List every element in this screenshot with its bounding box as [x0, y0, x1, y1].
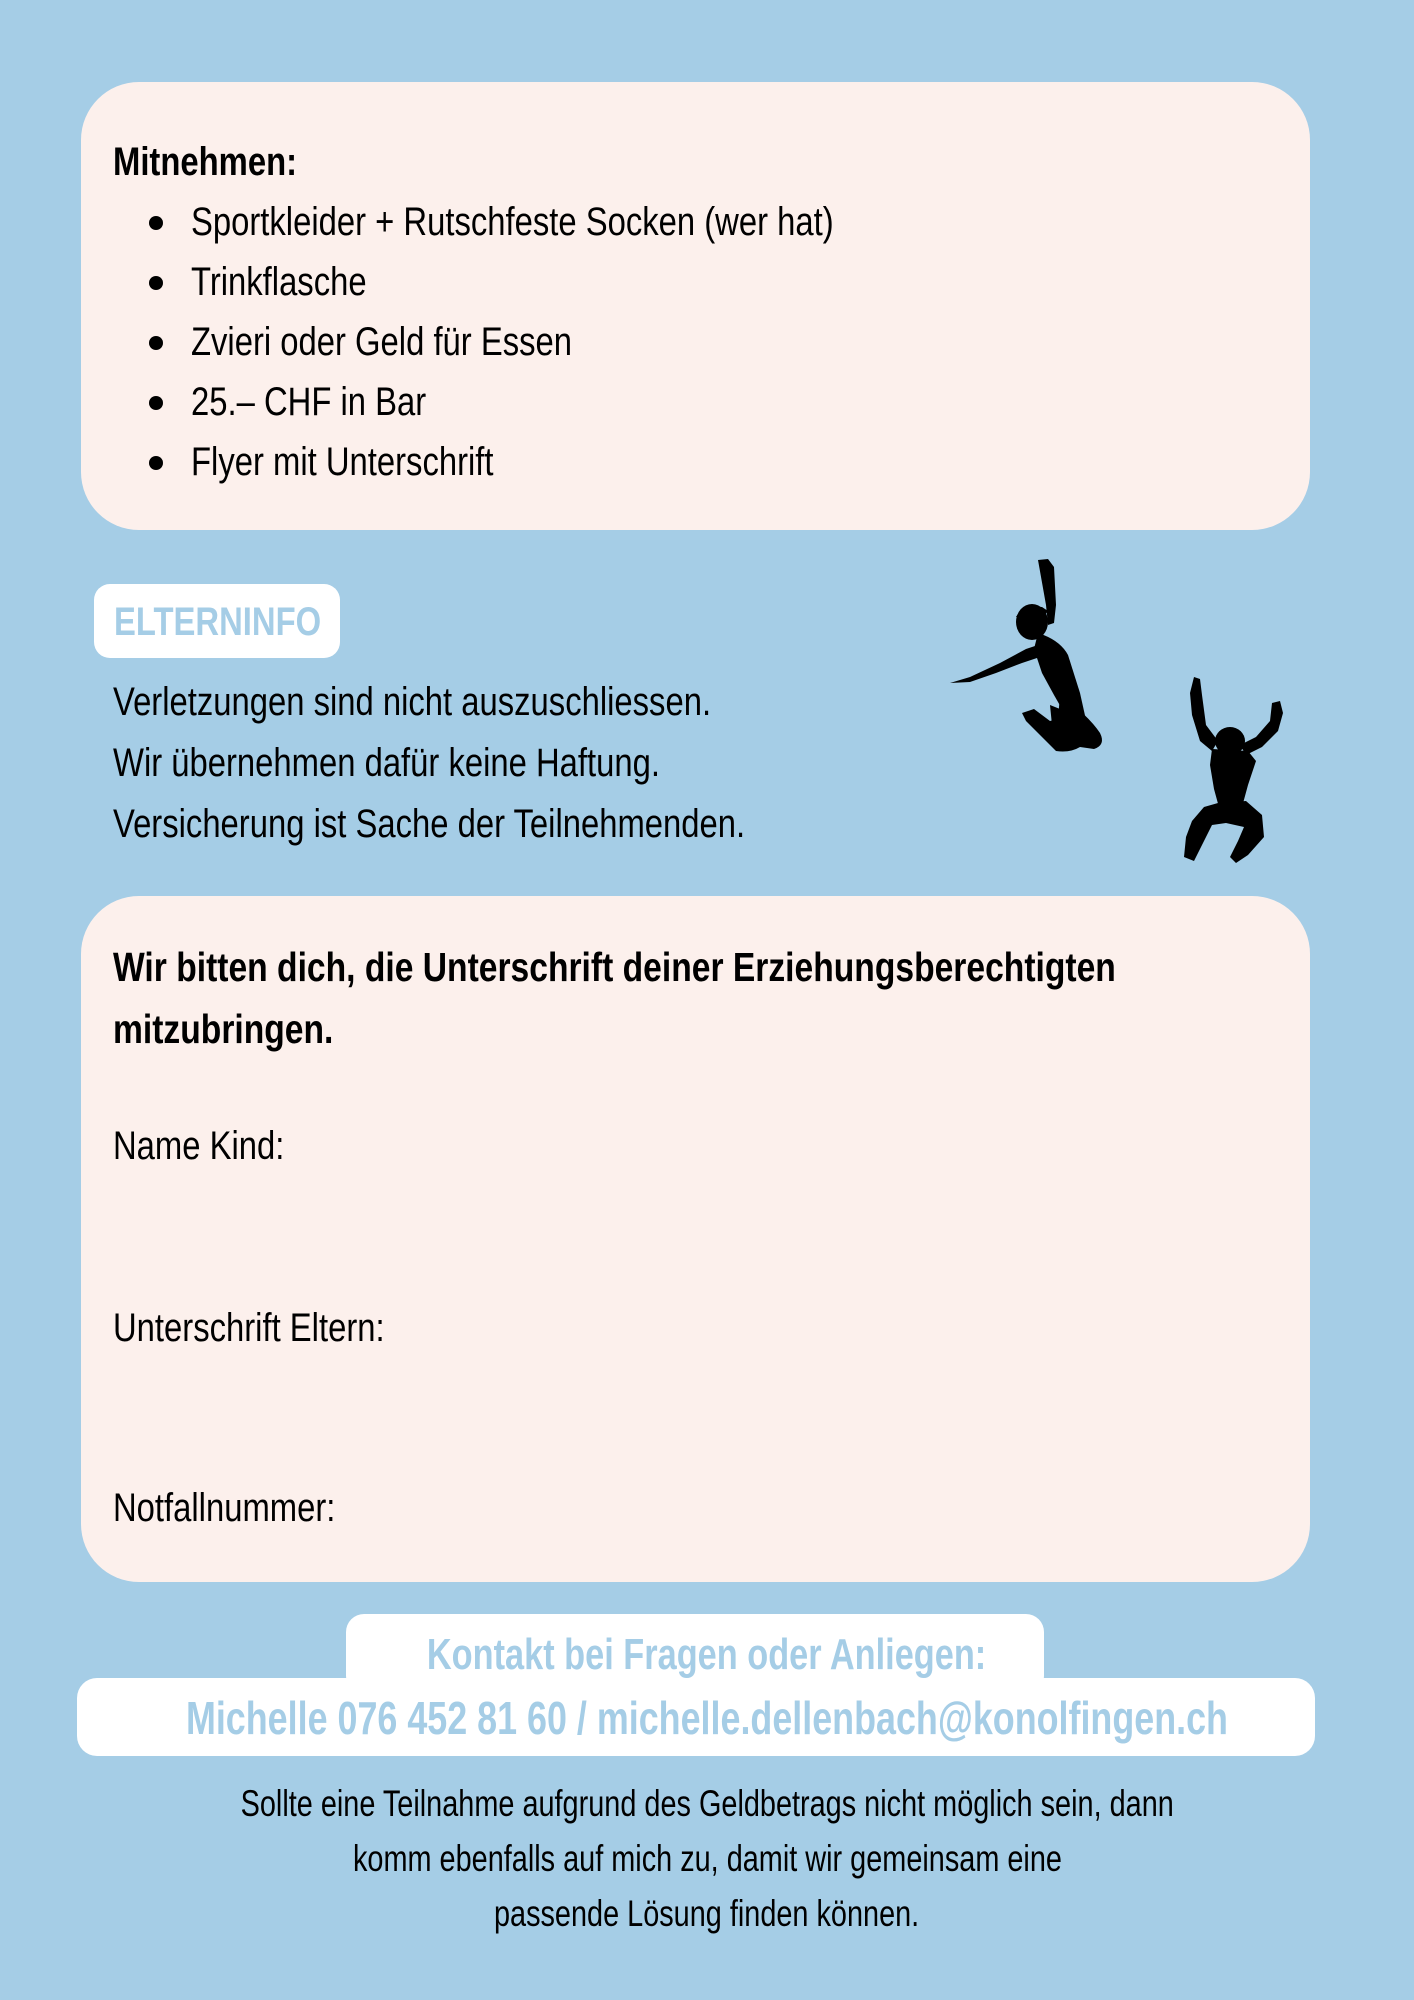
elterninfo-line: Versicherung ist Sache der Teilnehmenden. — [113, 802, 746, 846]
mitnehmen-list — [113, 192, 975, 492]
bullet-icon — [149, 216, 163, 230]
signature-request-heading: Wir bitten dich, die Unterschrift deiner Erziehungsberechtigten mitzubringen. — [113, 944, 1116, 1052]
list-item: Zvieri oder Geld für Essen — [113, 312, 975, 372]
contact-label: Kontakt bei Fragen oder Anliegen: — [427, 1630, 987, 1679]
elterninfo-line: Verletzungen sind nicht auszuschliessen. — [113, 680, 712, 724]
list-item: Trinkflasche — [113, 252, 975, 312]
elterninfo-line: Wir übernehmen dafür keine Haftung. — [113, 741, 660, 785]
emergency-number-field[interactable]: Notfallnummer: — [113, 1486, 336, 1530]
bullet-icon — [149, 336, 163, 350]
footer-note: Sollte eine Teilnahme aufgrund des Geldbetrags nicht möglich sein, dann komm ebenfalls auf mich zu, damit wir gemeinsam eine passende Lösung finden können. — [240, 1783, 1174, 1934]
jumping-man-icon — [1184, 677, 1283, 863]
bullet-icon — [149, 396, 163, 410]
mitnehmen-heading: Mitnehmen: — [113, 140, 298, 184]
jumping-people-illustration — [930, 545, 1310, 875]
elterninfo-text — [113, 672, 884, 855]
bullet-icon — [149, 456, 163, 470]
parent-signature-field[interactable]: Unterschrift Eltern: — [113, 1306, 385, 1350]
list-item: Flyer mit Unterschrift — [113, 432, 975, 492]
list-item: Sportkleider + Rutschfeste Socken (wer hat) — [113, 192, 975, 252]
contact-details[interactable]: Michelle 076 452 81 60 / michelle.dellenbach@konolfingen.ch — [185, 1692, 1229, 1744]
bullet-icon — [149, 276, 163, 290]
list-item: 25.– CHF in Bar — [113, 372, 975, 432]
elterninfo-badge: ELTERNINFO — [94, 584, 340, 658]
jumping-woman-icon — [950, 559, 1102, 752]
name-kind-field[interactable]: Name Kind: — [113, 1124, 285, 1168]
